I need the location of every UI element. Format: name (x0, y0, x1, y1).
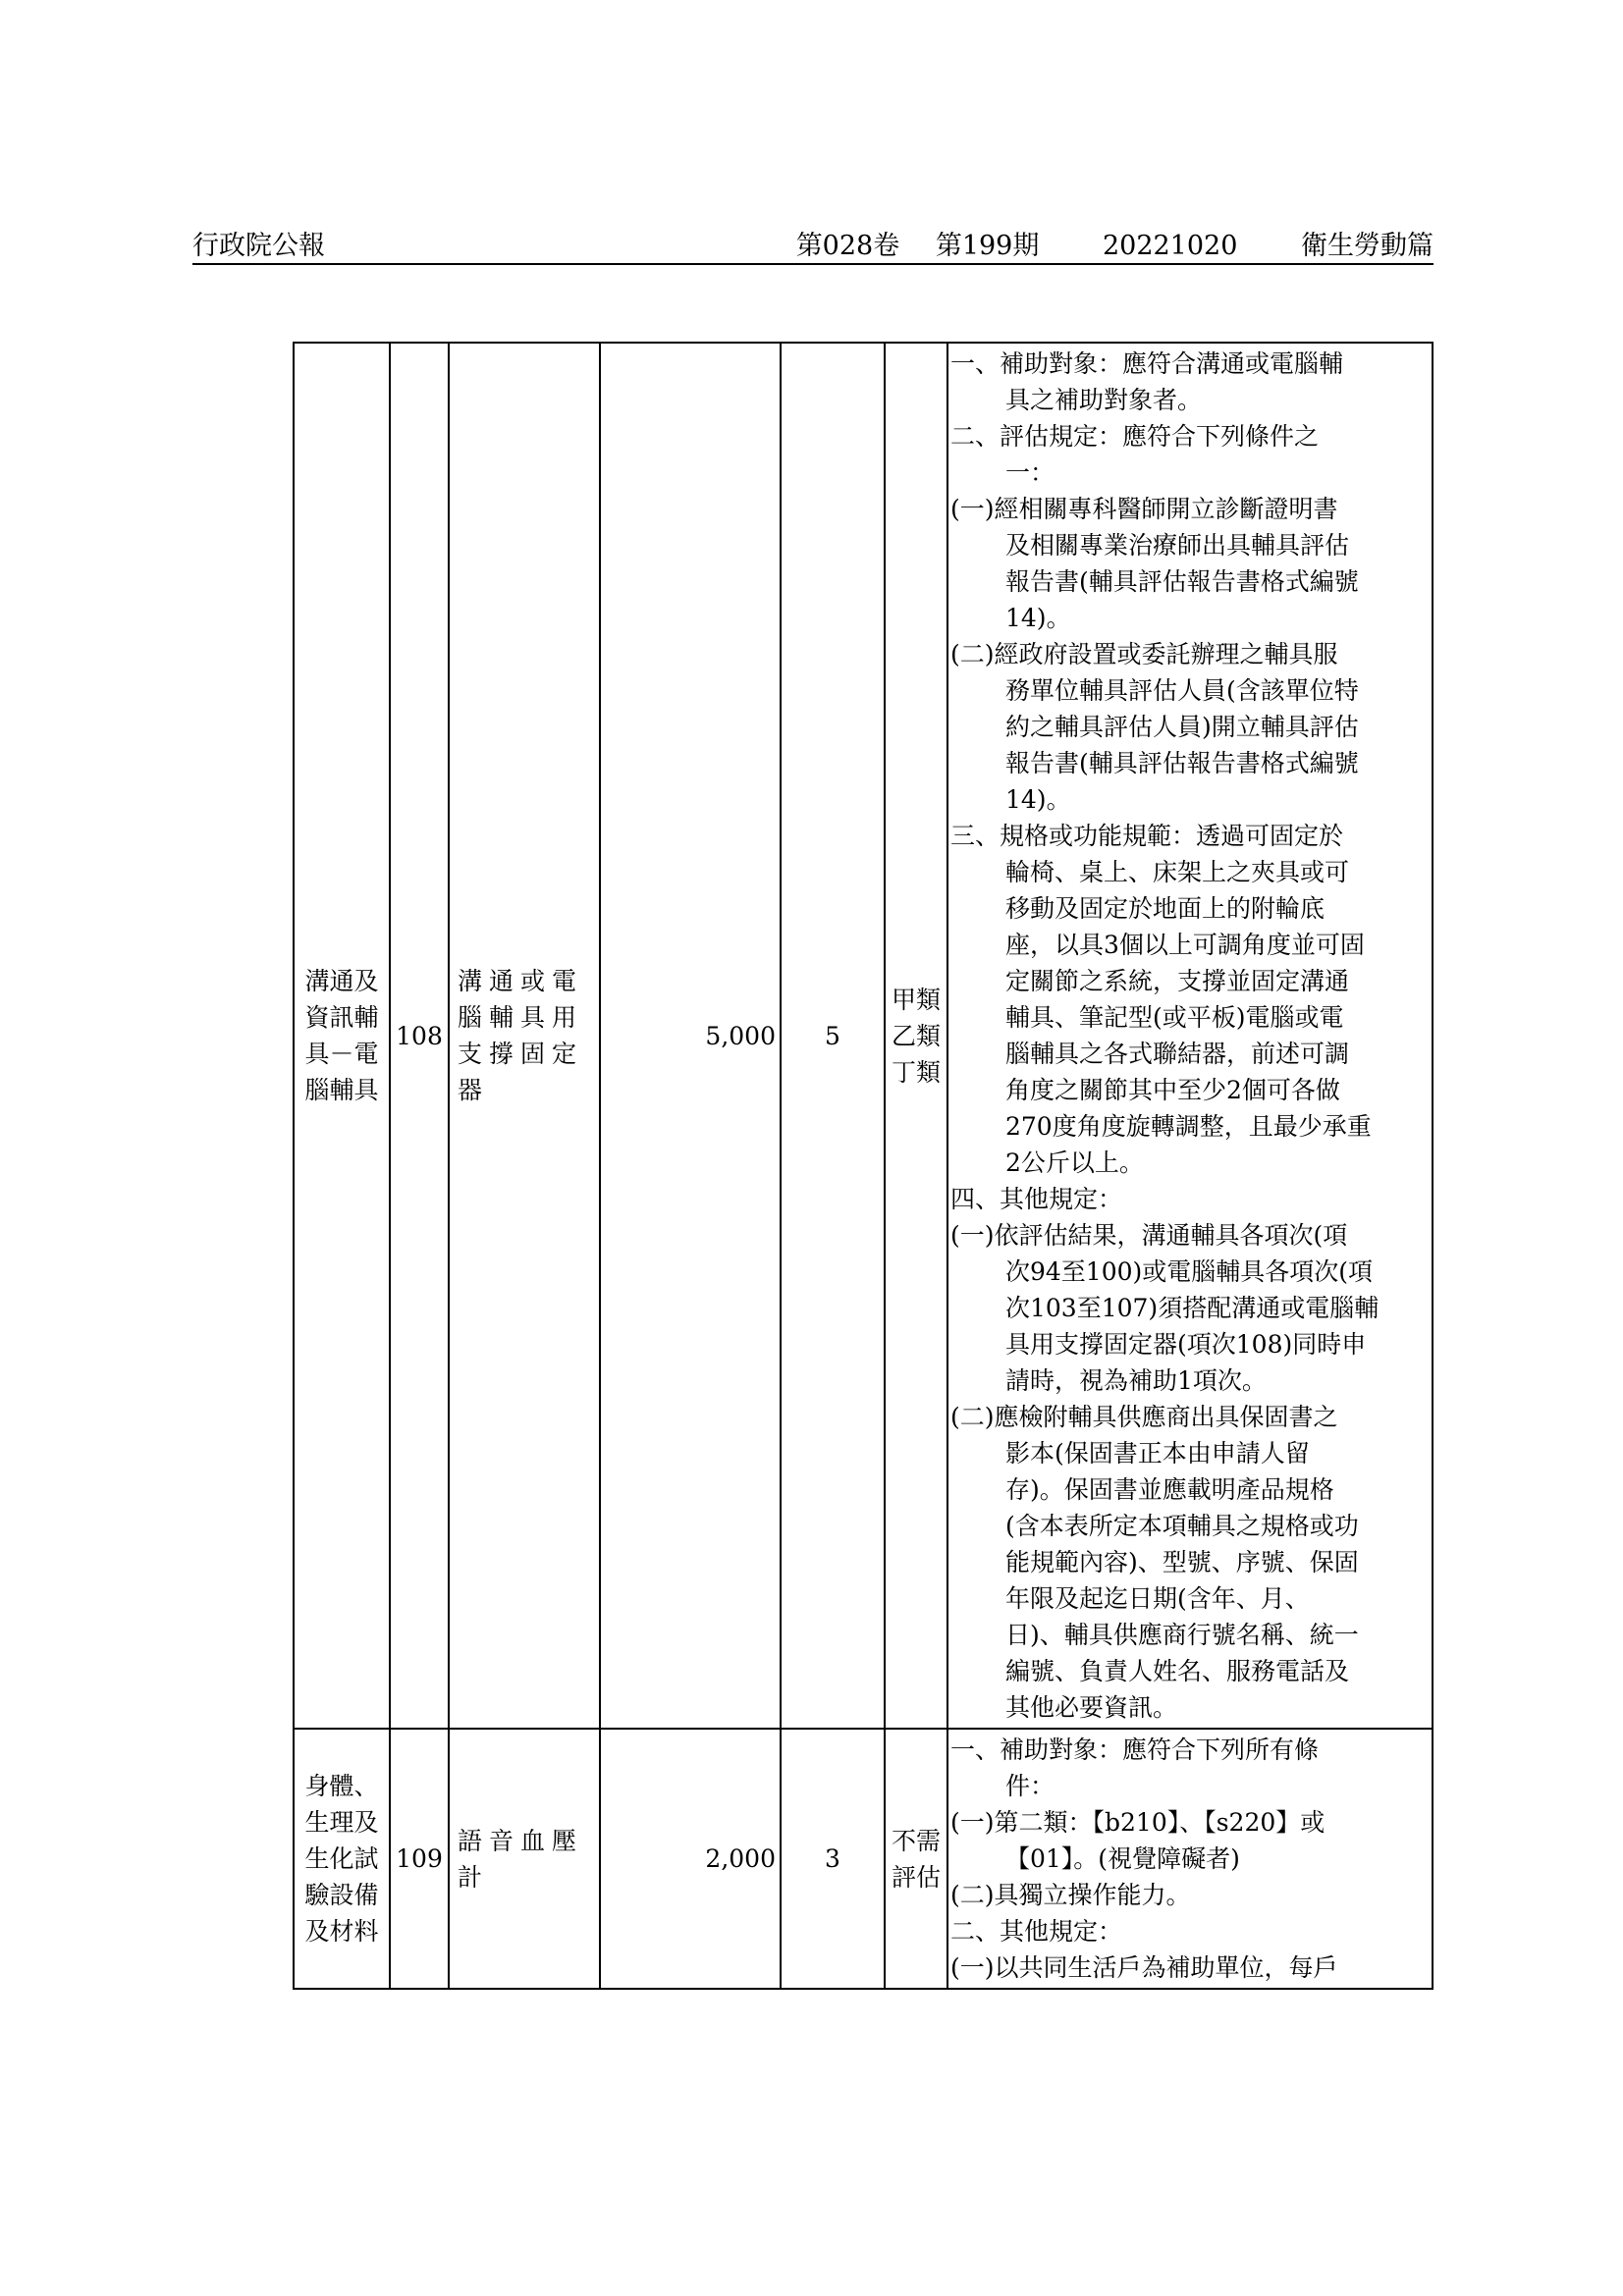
description-line: (二)應檢附輔具供應商出具保固書之 (950, 1403, 1338, 1431)
amount-cell: 2,000 (600, 1729, 781, 1989)
publication-name: 行政院公報 (192, 231, 325, 261)
item-name-cell-line: 腦輔具用 (458, 1003, 584, 1032)
category-cell-line: 身體、 (304, 1772, 379, 1800)
category-cell-line: 生理及 (304, 1808, 379, 1837)
description-line: 件： (1005, 1772, 1055, 1800)
description-line: (二)具獨立操作能力。 (950, 1881, 1191, 1909)
description-line: 2公斤以上。 (1005, 1148, 1144, 1177)
description-line: 二、評估規定：應符合下列條件之 (950, 422, 1320, 451)
table-row (294, 1729, 1433, 1989)
category-cell-line: 腦輔具 (304, 1076, 379, 1104)
evaluation-cell-line: 甲類 (891, 985, 941, 1014)
item-no-cell: 108 (390, 343, 449, 1729)
description-line: 年限及起迄日期(含年、月、 (1005, 1584, 1310, 1613)
item-name-cell-line: 計 (458, 1862, 490, 1892)
description-line: 次94至100)或電腦輔具各項次(項 (1005, 1257, 1374, 1286)
description-line: 腦輔具之各式聯結器，前述可調 (1005, 1040, 1350, 1068)
item-name-cell (449, 343, 600, 1729)
issue: 第199期 (935, 231, 1040, 261)
evaluation-cell-line: 丁類 (891, 1057, 941, 1087)
description-line: 次103至107)須搭配溝通或電腦輔 (1005, 1294, 1380, 1322)
category-cell (294, 1729, 390, 1989)
evaluation-cell-line: 不需 (891, 1826, 941, 1855)
description-line: 報告書(輔具評估報告書格式編號 (1005, 567, 1359, 596)
table-row (294, 343, 1433, 1729)
description-line: 【01】。(視覺障礙者) (1005, 1844, 1240, 1873)
description-line: 移動及固定於地面上的附輪底 (1005, 894, 1325, 923)
header-meta (769, 224, 1434, 262)
years-cell: 5 (781, 343, 885, 1729)
section: 衛生勞動篇 (1301, 231, 1434, 261)
years-cell: 3 (781, 1729, 885, 1989)
description-line: 270度角度旋轉調整，且最少承重 (1005, 1112, 1372, 1141)
date: 20221020 (1102, 231, 1238, 261)
volume: 第028卷 (795, 231, 900, 261)
description-line: 具之補助對象者。 (1005, 386, 1203, 414)
description-line: 座，以具3個以上可調角度並可固 (1005, 931, 1365, 959)
description-cell (947, 1729, 1433, 1989)
evaluation-cell-line: 乙類 (891, 1021, 941, 1050)
description-line: (一)經相關專科醫師開立診斷證明書 (950, 495, 1338, 523)
description-line: (含本表所定本項輔具之規格或功 (1005, 1512, 1359, 1540)
description-line: 三、規格或功能規範：透過可固定於 (950, 822, 1344, 850)
description-line: 約之輔具評估人員)開立輔具評估 (1005, 713, 1359, 741)
description-line: (一)依評估結果，溝通輔具各項次(項 (950, 1221, 1348, 1250)
description-line: 存)。保固書並應載明產品規格 (1005, 1475, 1334, 1504)
amount-cell: 5,000 (600, 343, 781, 1729)
evaluation-cell (885, 1729, 947, 1989)
description-line: 角度之關節其中至少2個可各做 (1005, 1076, 1340, 1104)
description-line: (二)經政府設置或委託辦理之輔具服 (950, 640, 1338, 668)
category-cell-line: 驗設備 (304, 1881, 379, 1909)
description-line: 日)、輔具供應商行號名稱、統一 (1005, 1621, 1359, 1649)
item-name-cell-line: 溝通或電 (458, 967, 584, 995)
description-line: 定關節之系統，支撐並固定溝通 (1005, 967, 1350, 995)
evaluation-cell (885, 343, 947, 1729)
description-line: 二、其他規定： (950, 1917, 1123, 1946)
description-line: 一、補助對象：應符合溝通或電腦輔 (950, 349, 1344, 378)
description-line: 能規範內容)、型號、序號、保固 (1005, 1548, 1359, 1576)
category-cell-line: 具－電 (304, 1040, 379, 1068)
item-no-cell: 109 (390, 1729, 449, 1989)
item-name-cell (449, 1729, 600, 1989)
description-line: 14)。 (1005, 604, 1071, 632)
description-line: (一)第二類：【b210】、【s220】或 (950, 1808, 1325, 1837)
description-line: 務單位輔具評估人員(含該單位特 (1005, 676, 1359, 705)
category-cell-line: 資訊輔 (304, 1003, 379, 1032)
description-line: 一、補助對象：應符合下列所有條 (950, 1735, 1320, 1764)
description-line: 四、其他規定： (950, 1185, 1123, 1213)
description-line: 一： (1005, 458, 1055, 487)
description-line: 14)。 (1005, 785, 1071, 814)
page-header (192, 224, 1434, 265)
evaluation-cell-line: 評估 (891, 1862, 941, 1892)
description-line: 編號、負責人姓名、服務電話及 (1005, 1657, 1350, 1685)
description-line: (一)以共同生活戶為補助單位，每戶 (950, 1953, 1338, 1982)
description-line: 具用支撐固定器(項次108)同時申 (1005, 1330, 1367, 1359)
category-cell-line: 溝通及 (304, 967, 379, 995)
category-cell (294, 343, 390, 1729)
description-line: 報告書(輔具評估報告書格式編號 (1005, 749, 1359, 777)
category-cell-line: 及材料 (304, 1917, 379, 1946)
description-line: 輪椅、桌上、床架上之夾具或可 (1005, 858, 1350, 886)
item-name-cell-line: 支撐固定 (458, 1040, 584, 1068)
description-line: 請時，視為補助1項次。 (1005, 1366, 1267, 1395)
description-cell (947, 343, 1433, 1729)
description-line: 及相關專業治療師出具輔具評估 (1005, 531, 1350, 560)
item-name-cell-line: 器 (458, 1076, 490, 1104)
description-line: 輔具、筆記型(或平板)電腦或電 (1005, 1003, 1344, 1032)
description-line: 其他必要資訊。 (1005, 1693, 1178, 1722)
subsidy-table (293, 342, 1434, 1990)
item-name-cell-line: 語音血壓 (458, 1826, 584, 1855)
description-line: 影本(保固書正本由申請人留 (1005, 1439, 1310, 1468)
category-cell-line: 生化試 (304, 1844, 379, 1873)
